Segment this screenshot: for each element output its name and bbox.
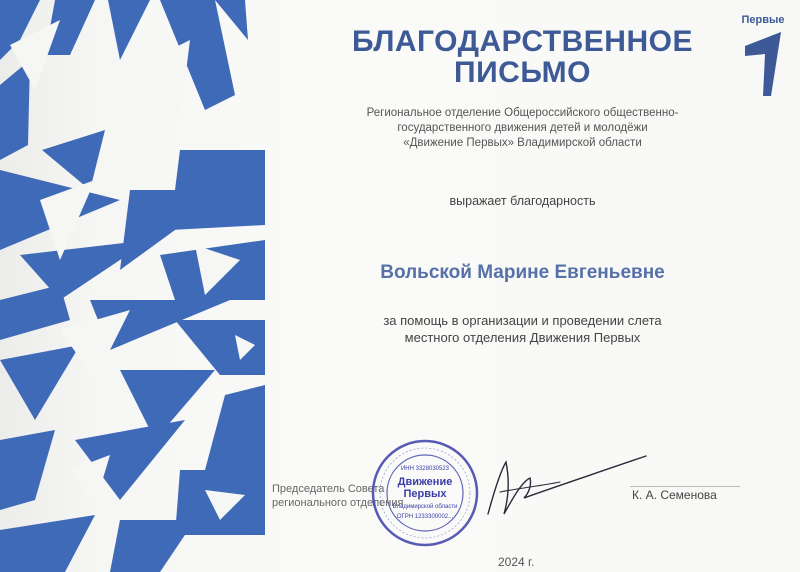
- title-line-1: БЛАГОДАРСТВЕННОЕ: [352, 25, 693, 58]
- signatory-name: К. А. Семенова: [632, 488, 717, 502]
- stamp-ogrn: ОГРН 1233300002...: [396, 514, 454, 520]
- expresses-gratitude-text: выражает благодарность: [449, 194, 596, 208]
- reason-line-1: за помощь в организации и проведении слета: [383, 313, 662, 328]
- organization-name: [300, 106, 745, 151]
- signatory-role-line-2: регионального отделения: [272, 497, 404, 509]
- title-line-2: ПИСЬМО: [454, 56, 591, 89]
- org-line-1: Региональное отделение Общероссийского общественно-: [366, 107, 679, 119]
- signatory-role-line-1: Председатель Совета: [272, 483, 385, 495]
- certificate-title: [300, 26, 745, 88]
- document-year: 2024 г.: [498, 555, 535, 569]
- stamp-center-text: [370, 476, 480, 500]
- handwritten-signature: [470, 452, 650, 522]
- logo-mark-icon: [741, 32, 785, 98]
- stamp-inn: ИНН 3328030523: [400, 466, 449, 472]
- gratitude-reason: [300, 312, 745, 346]
- stamp-region: Владимирской области: [392, 504, 458, 510]
- official-stamp: [370, 438, 480, 548]
- stamp-line-2: Первых: [403, 488, 447, 500]
- org-line-3: «Движение Первых» Владимирской области: [403, 137, 642, 149]
- org-line-2: государственного движения детей и молодёжи: [397, 122, 648, 134]
- logo-text: Первые: [741, 14, 785, 26]
- stamp-line-1: Движение: [397, 476, 453, 488]
- reason-line-2: местного отделения Движения Первых: [404, 330, 641, 345]
- decorative-triangle-pattern: [0, 0, 280, 572]
- pervye-logo: [735, 14, 791, 104]
- recipient-name: Вольской Марине Евгеньевне: [380, 262, 665, 283]
